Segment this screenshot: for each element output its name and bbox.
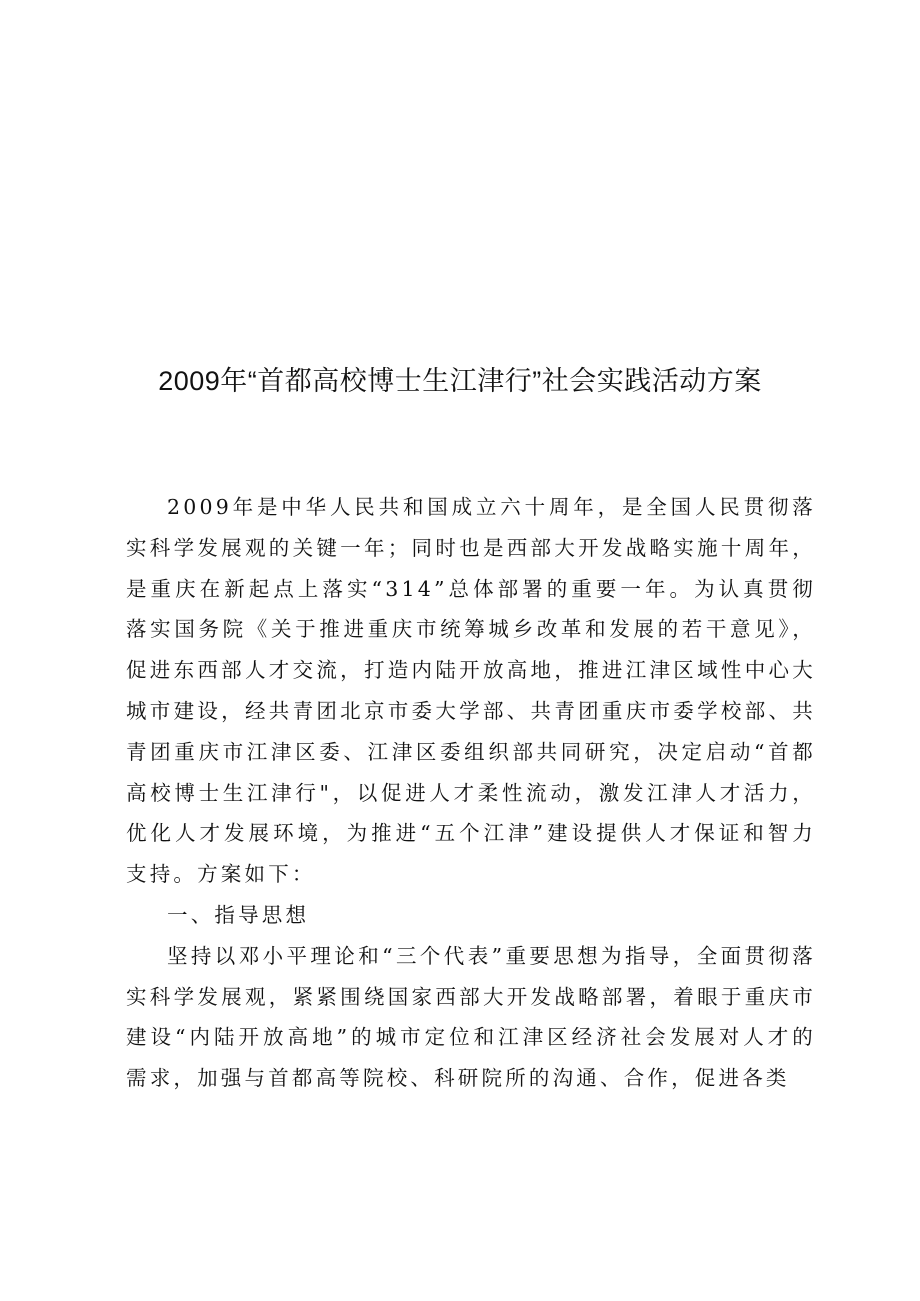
guiding-ideology-paragraph: 坚持以邓小平理论和“三个代表”重要思想为指导，全面贯彻落实科学发展观，紧紧围绕国家西部大开发战略部署，着眼于重庆市建设“内陆开放高地”的城市定位和江津区经济社会发展对人才的需求，加强与首都高等院校、科研院所的沟通、合作，促进各类 — [126, 943, 816, 1091]
document-title: 2009年“首都高校博士生江津行”社会实践活动方案 — [158, 366, 762, 396]
intro-paragraph: 2009年是中华人民共和国成立六十周年，是全国人民贯彻落实科学发展观的关键一年；同时也是西部大开发战略实施十周年，是重庆在新起点上落实“314”总体部署的重要一年。为认真贯彻落实国务院《关于推进重庆市统筹城乡改革和发展的若干意见》，促进东西部人才交流，打造内陆开放高地，推进江津区域性中心大城市建设，经共青团北京市委大学部、共青团重庆市委学校部、共青团重庆市江津区委、江津区委组织部共同研究，决定启动“首都高校博士生江津行"，以促进人才柔性流动，激发江津人才活力，优化人才发展环境，为推进“五个江津”建设提供人才保证和智力支持。方案如下： — [126, 495, 816, 887]
document-body — [126, 487, 816, 1099]
section-heading-guiding-ideology: 一、指导思想 — [167, 902, 310, 927]
